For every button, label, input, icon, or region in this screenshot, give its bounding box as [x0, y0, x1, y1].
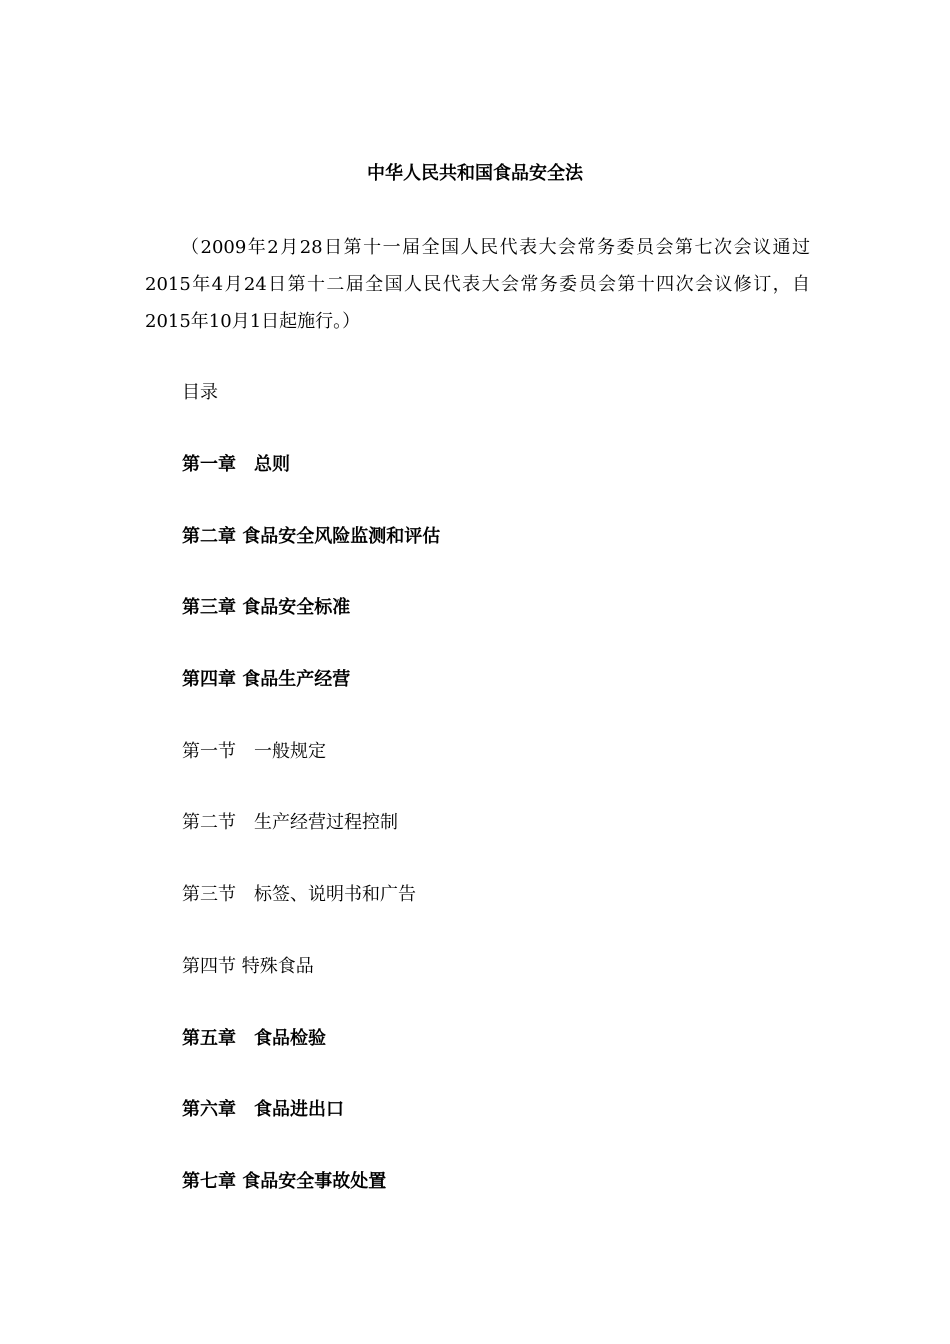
toc-chapter-1: 第一章 总则: [182, 454, 290, 475]
toc-section-1: 第一节 一般规定: [182, 740, 326, 762]
toc-chapter-7: 第七章 食品安全事故处置: [182, 1170, 387, 1192]
toc-chapter-2: 第二章 食品安全风险监测和评估: [182, 525, 441, 547]
toc-heading: 目录: [182, 382, 218, 403]
table-of-contents: [182, 452, 440, 1241]
toc-section-3: 第三节 标签、说明书和广告: [182, 884, 416, 906]
toc-chapter-3: 第三章 食品安全标准: [182, 597, 351, 619]
preamble-paragraph: （2009年2月28日第十一届全国人民代表大会常务委员会第七次会议通过 2015年4月24日第十二届全国人民代表大会常务委员会第十四次会议修订，自2015年10月1日起施行。）: [145, 237, 810, 332]
toc-section-2: 第二节 生产经营过程控制: [182, 812, 398, 834]
toc-chapter-6: 第六章 食品进出口: [182, 1099, 344, 1121]
document-title: 中华人民共和国食品安全法: [367, 163, 583, 184]
toc-section-4: 第四节 特殊食品: [182, 955, 314, 977]
toc-chapter-5: 第五章 食品检验: [182, 1027, 326, 1049]
toc-chapter-4: 第四章 食品生产经营: [182, 669, 351, 691]
